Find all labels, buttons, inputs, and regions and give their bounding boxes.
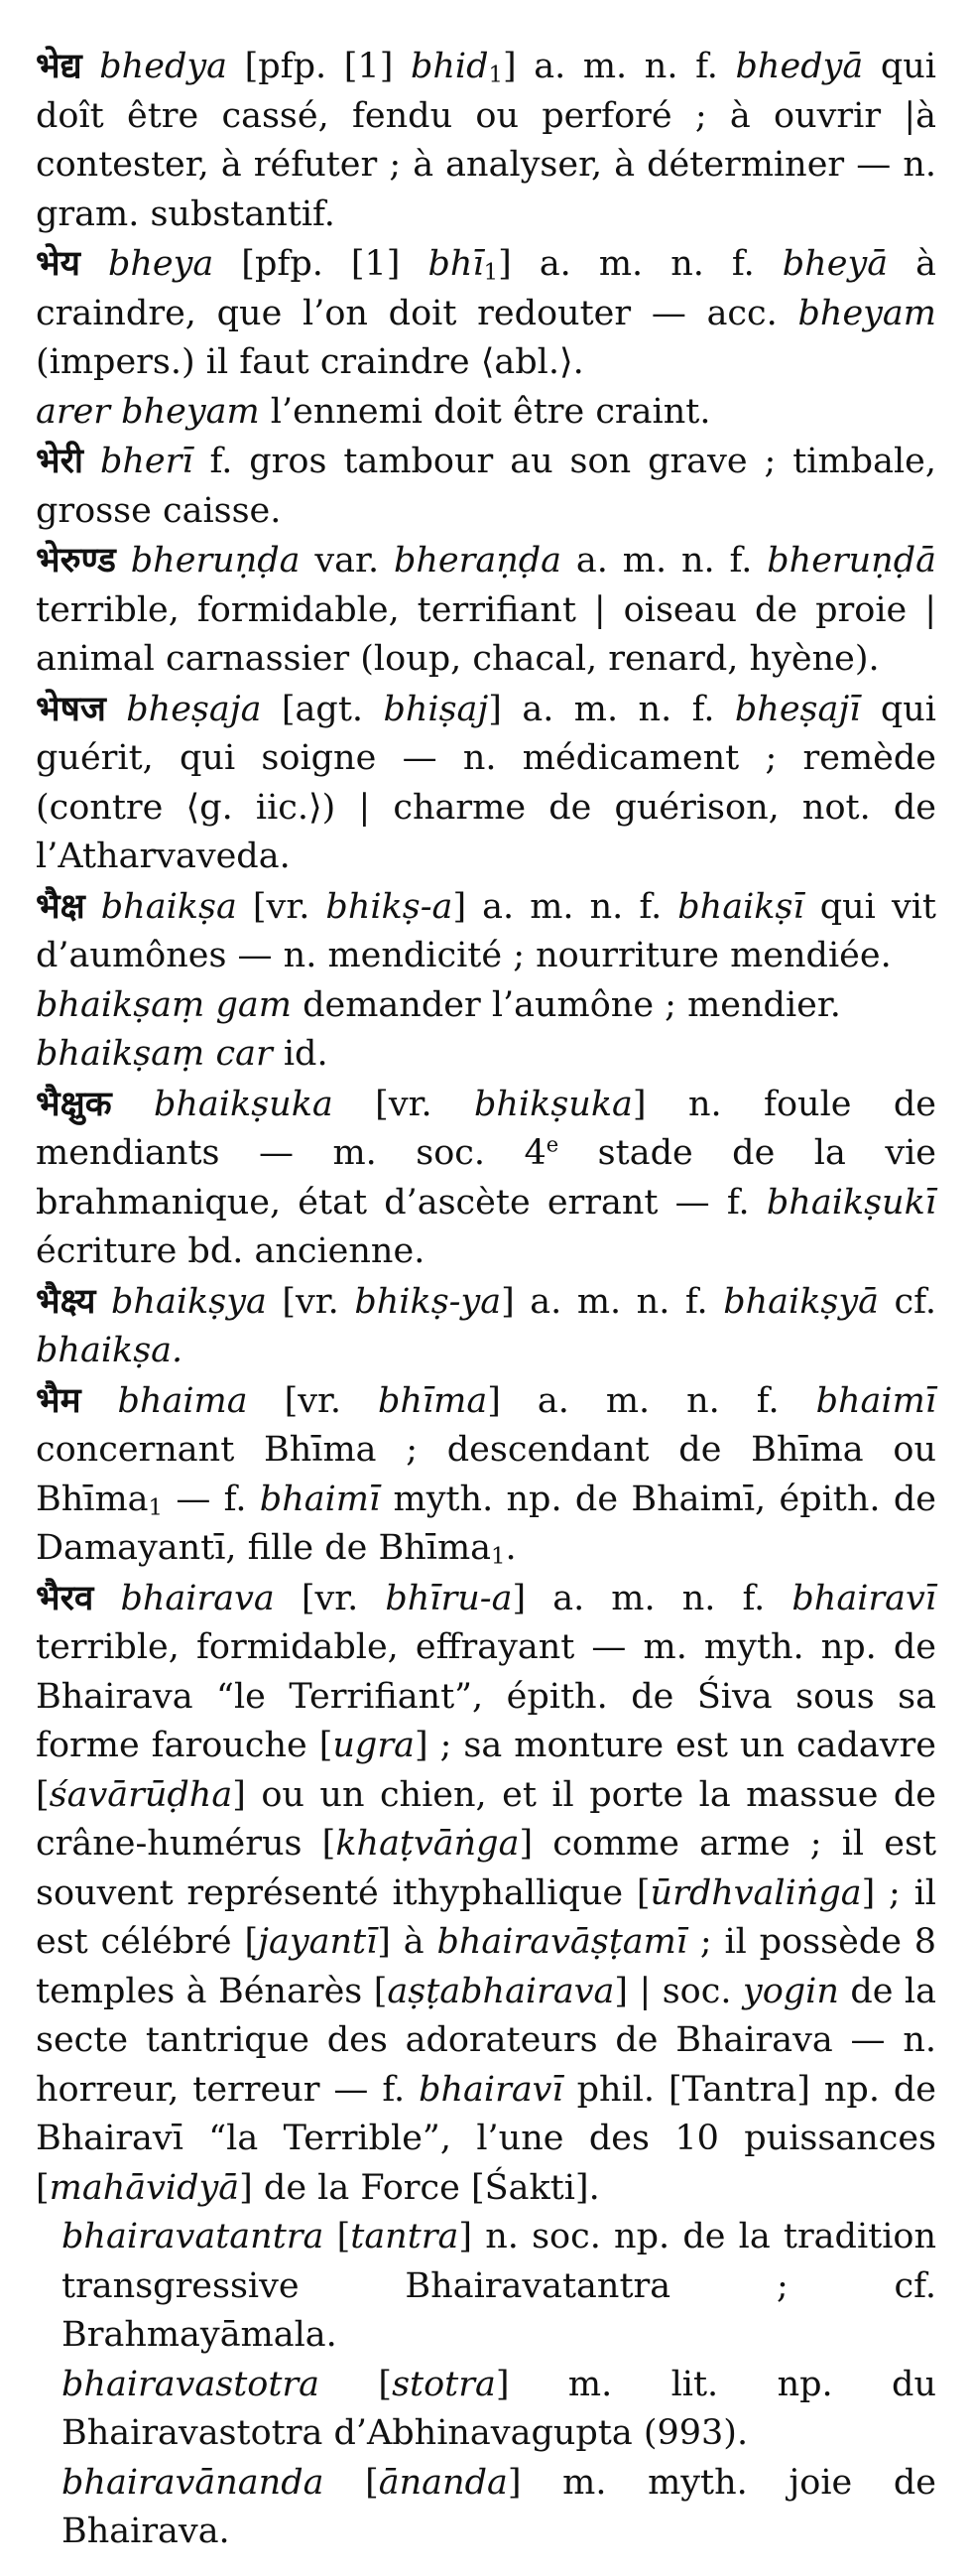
entry-text <box>112 1085 154 1124</box>
dictionary-entry <box>36 1277 936 1376</box>
entry-text: ] ou un chien, et il porte la massue de crâne-humérus [ <box>36 1774 936 1864</box>
italic-term: bhaikṣya <box>111 1281 267 1322</box>
italic-term: yogin <box>742 1971 839 2011</box>
entry-text: à craindre, que l’on doit redouter — acc. <box>36 244 936 333</box>
entry-text: ] n. foule de mendiants — m. soc. 4 <box>36 1084 936 1173</box>
devanagari-headword: भैरव <box>36 1577 94 1618</box>
italic-term: bheruṇḍa <box>130 541 301 580</box>
entry-text: [vr. <box>266 1281 355 1322</box>
italic-term: bhaikṣuka <box>153 1084 333 1124</box>
entry-text: écriture bd. ancienne. <box>36 1231 425 1271</box>
italic-term: ūrdhvaliṅga <box>650 1872 862 1913</box>
entry-text: qui guérit, qui soigne — n. médicament ; remède (contre ⟨g. iic.⟩) | charme de guérison, not. de l’Atharvaveda. <box>36 689 937 876</box>
dictionary-entry <box>36 981 936 1031</box>
italic-term: bhaimī <box>259 1479 381 1519</box>
entry-text: ] a. m. n. f. <box>503 47 736 86</box>
italic-term: bhairavānanda <box>61 2462 324 2503</box>
devanagari-headword: भेद्य <box>36 46 82 86</box>
entry-text: [pfp. [1] <box>227 47 411 86</box>
italic-term: bheraṇḍa <box>393 541 562 580</box>
entry-text <box>85 887 101 927</box>
entry-text: . <box>505 1528 517 1568</box>
subscript-index: 1 <box>148 1494 163 1521</box>
entry-text: ] de la Force [Śakti]. <box>239 2167 600 2208</box>
dictionary-entry <box>36 42 936 239</box>
italic-term: khaṭvāṅga <box>335 1824 520 1864</box>
italic-term: bhaikṣukī <box>766 1182 936 1223</box>
entry-text: ] n. soc. np. de la tradition transgressive Bhairavatantra ; cf. Brahmayāmala. <box>61 2217 937 2355</box>
dictionary-entry <box>36 882 936 981</box>
entry-text: a. m. n. f. <box>561 541 768 580</box>
devanagari-headword: भेरी <box>36 441 83 481</box>
entry-text: terrible, formidable, terrifiant | oiseau de proie | animal carnassier (loup, chacal, renard, hyène). <box>36 589 936 679</box>
italic-term: bhairava <box>120 1578 275 1618</box>
entry-text: [ <box>323 2462 379 2503</box>
entry-text: var. <box>300 541 394 580</box>
italic-term: bhairavī <box>419 2069 563 2110</box>
italic-term: śavārūḍha <box>49 1774 233 1815</box>
entry-text: de la secte tantrique des adorateurs de Bhairava — n. horreur, terreur — f. <box>36 1971 936 2110</box>
italic-term: aṣṭabhairava <box>387 1971 615 2011</box>
entry-text: ] ; il est célébré [ <box>36 1872 936 1962</box>
devanagari-headword: भैक्षुक <box>36 1083 112 1124</box>
entry-text: ] a. m. n. f. <box>487 1380 816 1421</box>
italic-term: bheya <box>107 244 214 284</box>
italic-term: bhaima <box>117 1380 248 1421</box>
sub-entry <box>36 2213 936 2361</box>
italic-term: bheṣaja <box>126 689 262 729</box>
entry-text <box>116 541 131 580</box>
entry-text: [ <box>319 2364 393 2404</box>
italic-term: bhiṣaj <box>383 689 489 729</box>
entry-text: myth. np. de Bhaimī, épith. de Damayantī, fille de Bhīma <box>36 1479 936 1568</box>
entry-text <box>81 1381 118 1421</box>
dictionary-entry <box>36 437 936 536</box>
dictionary-entry <box>36 1376 936 1574</box>
entry-text: ] | soc. <box>614 1971 743 2011</box>
devanagari-headword: भैक्ष <box>36 885 85 927</box>
entry-text: concernant Bhīma ; descendant de Bhīma ou Bhīma <box>36 1430 936 1519</box>
entry-text <box>95 1282 111 1322</box>
entry-text: ] a. m. n. f. <box>512 1578 792 1618</box>
italic-term: bhaikṣa <box>100 886 237 927</box>
entry-text: [agt. <box>261 689 384 729</box>
italic-term: bhedya <box>99 47 227 86</box>
entry-text <box>93 1579 120 1618</box>
entry-text: demander l’aumône ; mendier. <box>292 984 841 1025</box>
italic-term: arer bheyam <box>36 391 260 432</box>
dictionary-entry <box>36 1574 936 2214</box>
italic-term: bhairavatantra <box>61 2217 324 2256</box>
italic-term: bhikṣ-a <box>325 886 453 927</box>
italic-term: bhīma <box>378 1380 488 1421</box>
italic-term: bhairavāṣṭamī <box>436 1922 688 1962</box>
dictionary-entry <box>36 1080 936 1277</box>
entry-text: stade de la vie brahmanique, état d’ascète errant — f. <box>36 1133 937 1223</box>
dictionary-entry <box>36 685 936 882</box>
entry-text: — f. <box>163 1479 260 1519</box>
devanagari-headword: भेषज <box>36 688 106 729</box>
italic-term: stotra <box>392 2364 496 2404</box>
superscript: e <box>546 1132 559 1157</box>
entry-text: ] a. m. n. f. <box>498 244 783 284</box>
entry-text <box>80 244 108 284</box>
italic-term: bhaikṣaṃ gam <box>36 984 292 1025</box>
entry-text <box>106 690 126 729</box>
sub-entry <box>36 2459 936 2557</box>
dictionary-entry <box>36 239 936 388</box>
italic-term: bhaimī <box>815 1380 936 1421</box>
italic-term: bheyam <box>797 293 936 333</box>
entry-text: ] a. m. n. f. <box>488 689 735 729</box>
entry-text: ] m. myth. joie de Bhairava. <box>61 2462 936 2551</box>
subscript-index: 1 <box>488 62 503 88</box>
entry-text <box>83 442 100 481</box>
entry-text: phil. [Tantra] np. de Bhairavī “la Terrible”, l’une des 10 puissances [ <box>36 2069 936 2208</box>
italic-term: jayantī <box>258 1922 378 1962</box>
entry-text: [vr. <box>236 886 326 927</box>
italic-term: bhikṣuka <box>473 1084 633 1124</box>
italic-term: tantra <box>350 2217 459 2256</box>
subscript-index: 1 <box>491 1543 506 1570</box>
entry-text: ] m. lit. np. du Bhairavastotra d’Abhinavagupta (993). <box>61 2364 936 2453</box>
entry-text: ] a. m. n. f. <box>452 886 678 927</box>
entry-text: terrible, formidable, effrayant — m. myth. np. de Bhairava “le Terrifiant”, épith. de Śiva sous sa forme farouche [ <box>36 1627 936 1765</box>
italic-term: bherī <box>99 442 193 481</box>
subscript-index: 1 <box>483 259 499 286</box>
entry-text <box>82 47 100 86</box>
italic-term: bhaikṣaṃ car <box>36 1034 273 1074</box>
entry-text: ] comme arme ; il est souvent représenté ithyphallique [ <box>36 1824 937 1913</box>
entry-text: [vr. <box>274 1578 386 1618</box>
italic-term: bheruṇḍā <box>767 541 936 580</box>
entry-text: [ <box>323 2217 351 2256</box>
dictionary-entry <box>36 388 936 438</box>
italic-term: bhaikṣī <box>677 886 804 927</box>
entry-text: cf. <box>879 1281 936 1322</box>
entry-text: qui doît être cassé, fendu ou perforé ; à ouvrir |à contester, à réfuter ; à analyser, à déterminer — n. gram. substantif. <box>36 47 937 234</box>
entry-text: (impers.) il faut craindre ⟨abl.⟩. <box>36 342 584 382</box>
dictionary-entry <box>36 1030 936 1080</box>
italic-term: bhī <box>427 244 484 284</box>
italic-term: bhairavī <box>791 1578 936 1618</box>
entry-text: ] à <box>377 1922 437 1962</box>
entry-text: qui vit d’aumônes — n. mendicité ; nourriture mendiée. <box>36 886 936 975</box>
italic-term: bhaikṣa. <box>36 1331 183 1370</box>
devanagari-headword: भैम <box>36 1379 81 1421</box>
devanagari-headword: भैक्ष्य <box>36 1280 96 1322</box>
italic-term: ānanda <box>378 2462 508 2503</box>
italic-term: bhedyā <box>735 47 864 86</box>
italic-term: bhīru-a <box>385 1578 513 1618</box>
entry-text: [vr. <box>332 1084 474 1124</box>
entry-text: id. <box>272 1034 328 1074</box>
entry-text: f. gros tambour au son grave ; timbale, grosse caisse. <box>36 442 936 531</box>
devanagari-headword: भेरुण्ड <box>36 540 116 580</box>
dictionary-entry <box>36 536 936 685</box>
entry-text: ] a. m. n. f. <box>501 1281 724 1322</box>
italic-term: bhaikṣyā <box>723 1281 880 1322</box>
entry-text: [vr. <box>247 1380 378 1421</box>
entry-text: ; il possède 8 temples à Bénarès [ <box>36 1922 936 2011</box>
italic-term: mahāvidyā <box>49 2167 240 2208</box>
devanagari-headword: भेय <box>36 243 80 284</box>
italic-term: bheyā <box>782 244 889 284</box>
entry-text: l’ennemi doit être craint. <box>259 391 711 432</box>
entry-text: [pfp. [1] <box>213 244 428 284</box>
italic-term: ugra <box>332 1726 415 1765</box>
sub-entry <box>36 2361 936 2459</box>
entry-text: ] ; sa monture est un cadavre [ <box>36 1726 936 1815</box>
italic-term: bhikṣ-ya <box>354 1281 502 1322</box>
italic-term: bheṣajī <box>734 689 861 729</box>
italic-term: bhairavastotra <box>61 2364 320 2404</box>
italic-term: bhid <box>410 47 489 86</box>
